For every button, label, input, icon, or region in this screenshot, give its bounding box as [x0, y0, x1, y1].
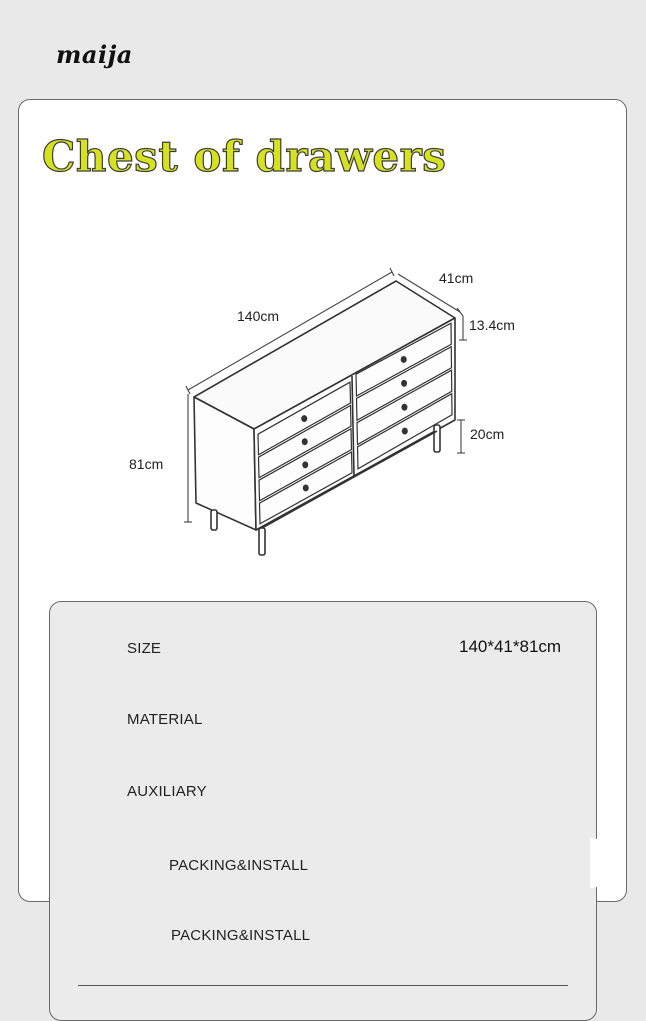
leg-front-mid: [259, 528, 265, 555]
drawer-knob-right-4: [402, 428, 408, 435]
spec-packing-label-1[interactable]: PACKING&INSTALL: [169, 857, 309, 874]
spec-size-label: SIZE: [127, 640, 162, 657]
leg-back-right: [434, 425, 440, 452]
spec-panel: [49, 601, 597, 1021]
page-title: Chest of drawers: [42, 132, 447, 181]
drawer-knob-right-2: [401, 380, 407, 387]
drawer-knob-left-1: [301, 415, 307, 422]
leg-height-label: 20cm: [470, 426, 505, 442]
height-dimension-label: 81cm: [129, 456, 164, 472]
drawer-height-label: 13.4cm: [469, 317, 515, 333]
spec-divider: [78, 985, 568, 986]
brand-logo: maija: [56, 40, 133, 69]
drawer-knob-left-3: [302, 461, 308, 468]
spec-packing-label-2[interactable]: PACKING&INSTALL: [171, 927, 311, 944]
drawer-knob-right-1: [401, 356, 407, 363]
chest-of-drawers-diagram: [120, 255, 540, 565]
leg-front-left: [211, 510, 217, 530]
depth-dimension-label: 41cm: [439, 270, 474, 286]
spec-auxiliary-label: AUXILIARY: [127, 783, 207, 800]
spec-size-value: 140*41*81cm: [459, 637, 562, 656]
spec-material-label: MATERIAL: [127, 711, 203, 728]
drawer-knob-left-2: [302, 438, 308, 445]
drawer-knob-right-3: [401, 404, 407, 411]
drawer-knob-left-4: [303, 484, 309, 491]
width-dimension-label: 140cm: [237, 308, 280, 324]
